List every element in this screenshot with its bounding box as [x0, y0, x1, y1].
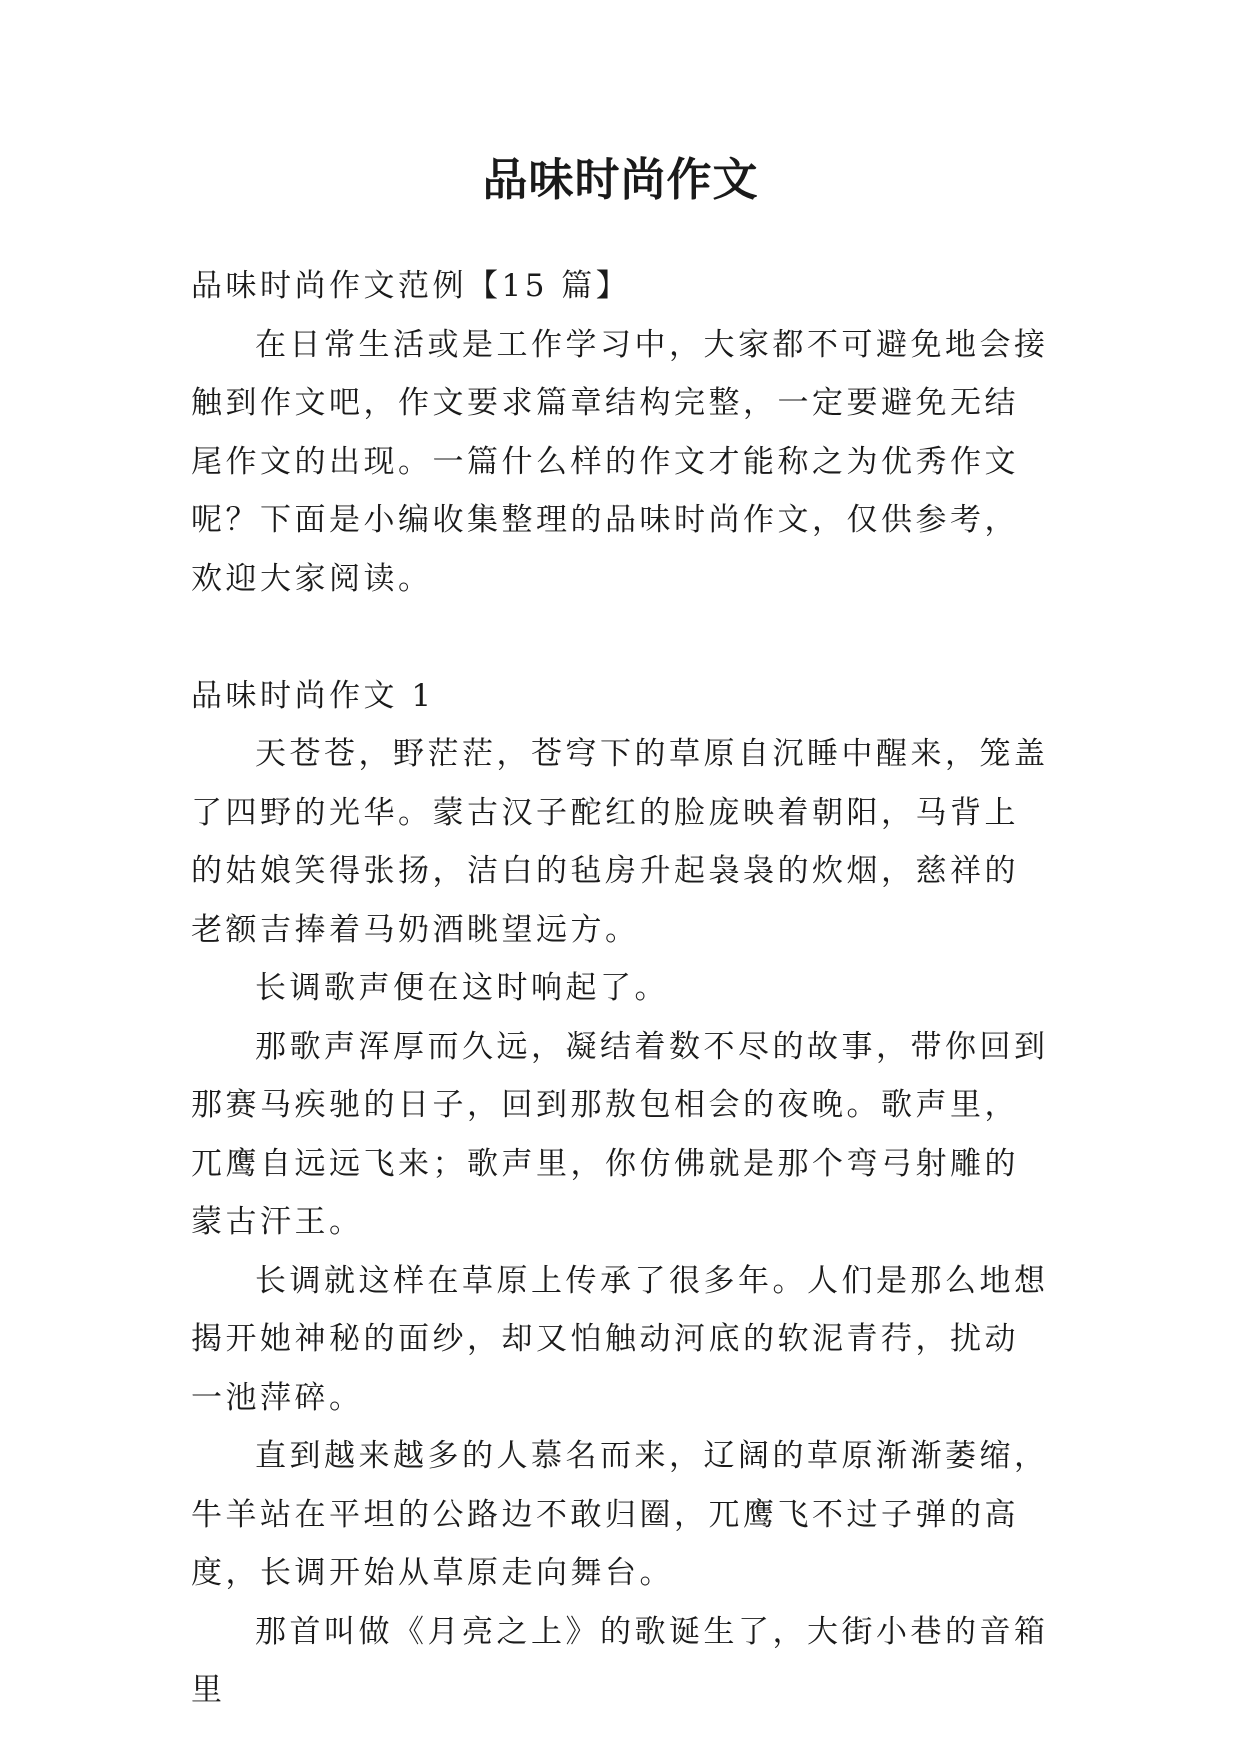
intro-paragraph: 在日常生活或是工作学习中，大家都不可避免地会接触到作文吧，作文要求篇章结构完整，一定要避免无结尾作文的出现。一篇什么样的作文才能称之为优秀作文呢？下面是小编收集整理的品味时尚作文，仅供参考，欢迎大家阅读。	[191, 326, 1049, 597]
section-spacer	[191, 608, 1051, 667]
document-body	[191, 257, 1051, 1720]
document-title: 品味时尚作文	[482, 153, 759, 206]
section-heading: 品味时尚作文 1	[191, 677, 435, 714]
body-paragraph: 那首叫做《月亮之上》的歌诞生了，大街小巷的音箱里	[191, 1613, 1049, 1708]
body-paragraph: 直到越来越多的人慕名而来，辽阔的草原渐渐萎缩，牛羊站在平坦的公路边不敢归圈，兀鹰飞不过子弹的高度，长调开始从草原走向舞台。	[191, 1438, 1049, 1591]
body-paragraph: 长调就这样在草原上传承了很多年。人们是那么地想揭开她神秘的面纱，却又怕触动河底的软泥青荇，扰动一池萍碎。	[191, 1262, 1049, 1416]
body-paragraph: 长调歌声便在这时响起了。	[255, 970, 669, 1006]
document-subtitle: 品味时尚作文范例【15 篇】	[191, 268, 631, 304]
body-paragraph: 那歌声浑厚而久远，凝结着数不尽的故事，带你回到那赛马疾驰的日子，回到那敖包相会的夜晚。歌声里，兀鹰自远远飞来；歌声里，你仿佛就是那个弯弓射雕的蒙古汗王。	[191, 1028, 1049, 1240]
body-paragraph: 天苍苍，野茫茫，苍穹下的草原自沉睡中醒来，笼盖了四野的光华。蒙古汉子酡红的脸庞映着朝阳，马背上的姑娘笑得张扬，洁白的毡房升起袅袅的炊烟，慈祥的老额吉捧着马奶酒眺望远方。	[191, 736, 1049, 948]
